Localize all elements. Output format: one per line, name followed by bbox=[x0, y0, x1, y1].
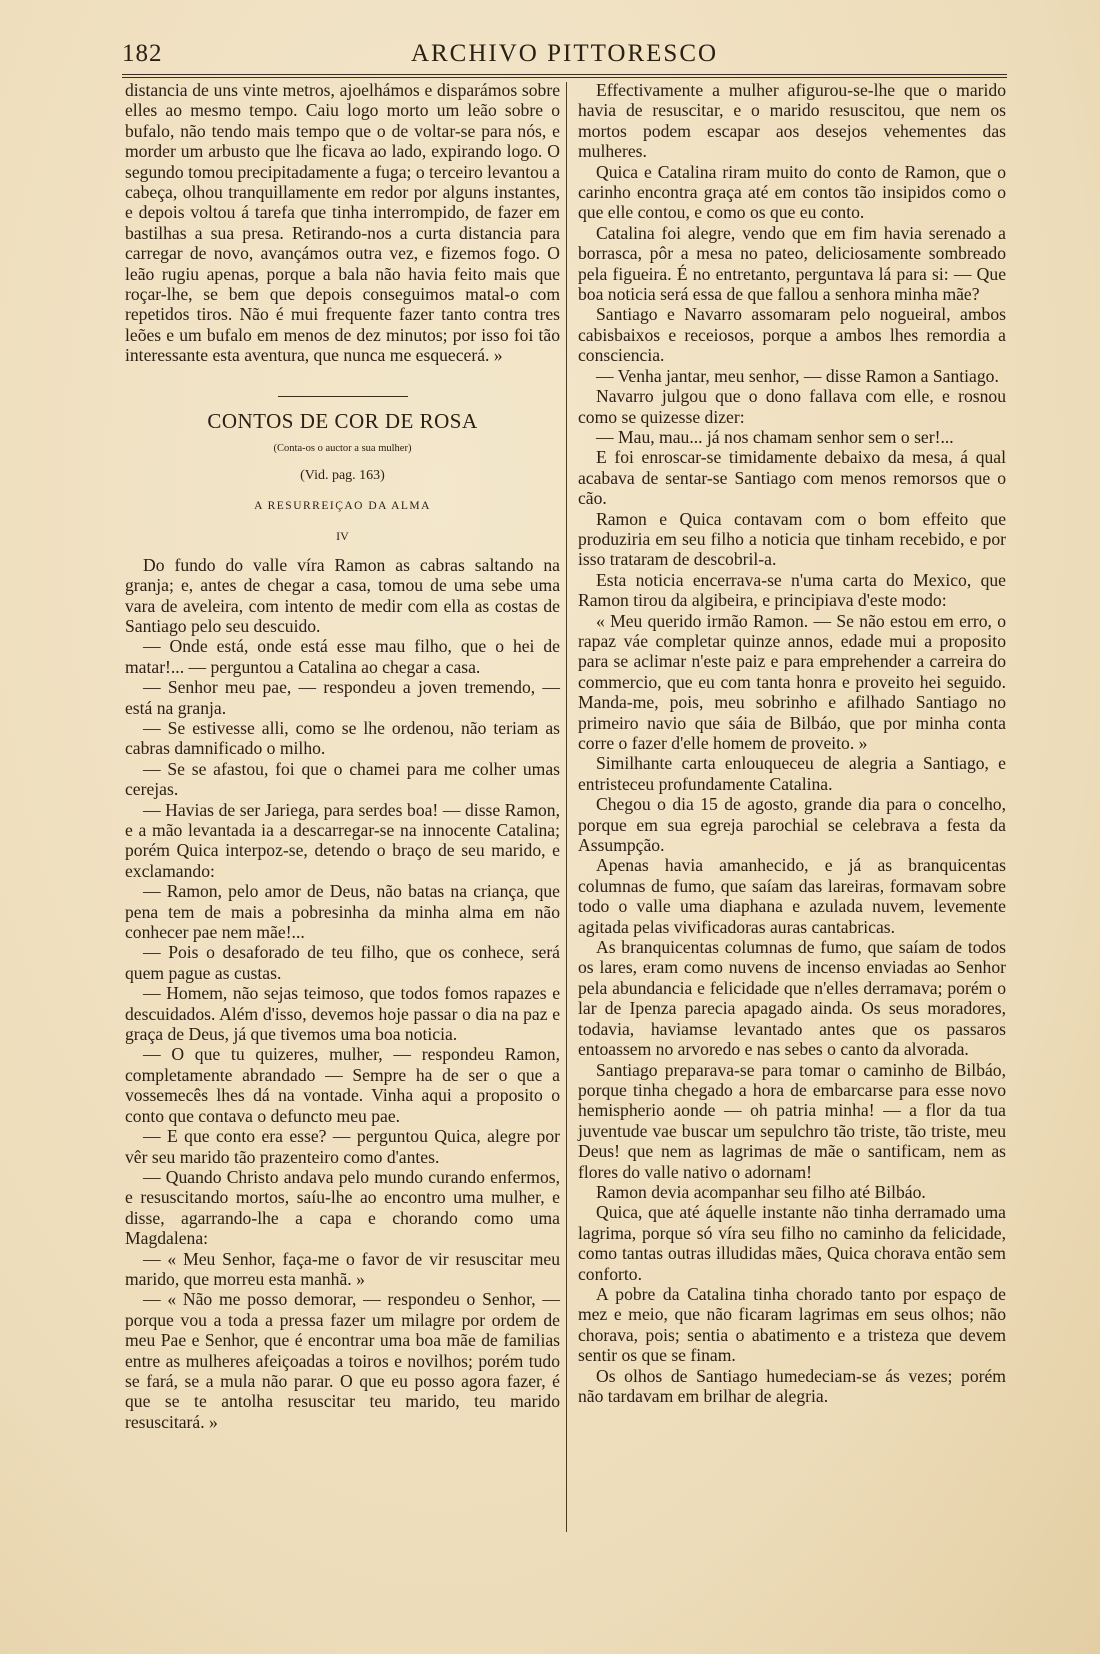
paragraph: — Homem, não sejas teimoso, que todos fomos rapazes e descuidados. Além d'isso, devemos hoje passar o dia na paz e graça de Deus, já que tivemos uma boa noticia. bbox=[125, 983, 560, 1045]
paragraph: — Se estivesse alli, como se lhe ordenou, não teriam as cabras damnificado o milho. bbox=[125, 717, 560, 759]
paragraph: Ramon e Quica contavam com o bom effeito que produziria em seu filho a noticia que tinham recebido, e por isso trataram de descobril-a. bbox=[578, 508, 1006, 570]
paragraph: — Onde está, onde está esse mau filho, que o hei de matar!... — perguntou a Catalina ao chegar a casa. bbox=[125, 636, 560, 677]
paragraph: Apenas havia amanhecido, e já as branquicentas columnas de fumo, que saíam das lareiras, formavam sobre todo o valle uma diaphana e azulada nuvem, levemente agitada pelas vivificadoras auras cantabricas. bbox=[578, 855, 1006, 937]
paragraph: Quica, que até áquelle instante não tinha derramado uma lagrima, porque só víra seu filho no caminho da felicidade, como tantas outras illudidas mães, Quica chorava então sem conforto. bbox=[578, 1202, 1006, 1284]
header-rule bbox=[122, 74, 1007, 78]
paragraph: Santiago e Navarro assomaram pelo nogueiral, ambos cabisbaixos e receiosos, porque a ambos lhes remordia a consciencia. bbox=[578, 304, 1006, 366]
paragraph: — Senhor meu pae, — respondeu a joven tremendo, — está na granja. bbox=[125, 677, 560, 718]
section-subtitle: (Conta-os o auctor a sua mulher) bbox=[273, 443, 412, 455]
paragraph: Os olhos de Santiago humedeciam-se ás vezes; porém não tardavam em brilhar de alegria. bbox=[578, 1365, 1006, 1406]
paragraph: — Quando Christo andava pelo mundo curando enfermos, e resuscitando mortos, saíu-lhe ao encontro uma mulher, e disse, agarrando-lhe a capa e chorando como uma Magdalena: bbox=[125, 1166, 560, 1249]
paragraph: Do fundo do valle víra Ramon as cabras saltando na granja; e, antes de chegar a casa, tomou de uma sebe uma vara de aveleira, com intento de medir com ella as costas de Santiago pelo seu descuido. bbox=[125, 554, 560, 636]
page-number: 182 bbox=[122, 40, 163, 67]
paragraph: Navarro julgou que o dono fallava com elle, e rosnou como se quizesse dizer: bbox=[578, 386, 1006, 427]
paragraph: — Venha jantar, meu senhor, — disse Ramon a Santiago. bbox=[596, 365, 999, 386]
paragraph: — Ramon, pelo amor de Deus, não batas na criança, que pena tem de mais a pobresinha da minha alma em não conhecer pae nem mãe!... bbox=[125, 881, 560, 943]
paragraph: Quica e Catalina riram muito do conto de Ramon, que o carinho encontra graça até em contos tão insipidos como o que elle contou, e como os que eu conto. bbox=[578, 161, 1006, 223]
page-header bbox=[122, 40, 1007, 74]
section-reference: (Vid. pag. 163) bbox=[300, 467, 385, 483]
paragraph: Catalina foi alegre, vendo que em fim havia serenado a borrasca, pôr a mesa no pateo, deliciosamente sombreado pela figueira. É no entretanto, perguntava lá para si: — Que boa noticia será essa de que fallou a senhora minha mãe? bbox=[578, 222, 1006, 305]
paragraph: distancia de uns vinte metros, ajoelhámos e disparámos sobre elles ao mesmo tempo. Caiu logo morto um leão sobre o bufalo, não tendo mais tempo que o de voltar-se para nós, e morder um arbusto que lhe ficava ao lado, expirando logo. O segundo tomou precipitadamente a fuga; o terceiro levantou a cabeça, olhou tranquillamente em redor por alguns instantes, e depois voltou á tarefa que tinha interrompido, de fazer em bastilhas a sua presa. Retirando-nos a curta distancia para carregar de novo, avançámos outra vez, e fizemos fogo. O leão rugiu apenas, porque a bala não havia feito mais que roçar-lhe, se bem que depois conseguimos matal-o com repetidos tiros. Não é mui frequente fazer tanto contra tres leões e um bufalo em menos de dez minutos; por isso foi tão interessante esta aventura, que nunca me esquecerá. » bbox=[125, 80, 560, 366]
paragraph: — Mau, mau... já nos chamam senhor sem o ser!... bbox=[596, 426, 954, 447]
paragraph: E foi enroscar-se timidamente debaixo da mesa, á qual acabava de sentar-se Santiago com menos remorsos que o cão. bbox=[578, 447, 1006, 509]
paragraph: — « Não me posso demorar, — respondeu o Senhor, — porque vou a toda a pressa fazer um milagre por ordem de meu Pae e Senhor, que é encontrar uma boa mãe de familias entre as mulheres afeiçoadas a toiros e novilhos; porém tudo se fará, se a mula não parar. O que eu posso agora fazer, é que se te antolha resuscitar teu marido, teu marido resuscitará. » bbox=[125, 1289, 560, 1432]
paragraph: Santiago preparava-se para tomar o caminho de Bilbáo, porque tinha chegado a hora de embarcarse para esse novo hemispherio aonde — oh patria minha! — a flor da tua juventude vae buscar um sepulchro tão triste, tão triste, meu Deus! que nem as lagrimas de mãe o santificam, nem as flores do valle nativo o adornam! bbox=[578, 1059, 1006, 1182]
paragraph: — Pois o desaforado de teu filho, que os conhece, será quem pague as custas. bbox=[125, 942, 560, 983]
column-divider bbox=[566, 82, 567, 1532]
paragraph: « Meu querido irmão Ramon. — Se não estou em erro, o rapaz váe completar quinze annos, edade mui a proposito para se aclimar n'este paiz e para emprehender a carreira do commercio, que eu com tanta honra e proveito hei seguido. Manda-me, pois, meu sobrinho e afilhado Santiago no primeiro navio que sáia de Bilbáo, que por minha conta corre o fazer d'elle homem de proveito. » bbox=[578, 610, 1006, 753]
paragraph: — Havias de ser Jariega, para serdes boa! — disse Ramon, e a mão levantada ia a descarregar-se na innocente Catalina; porém Quica interpoz-se, detendo o braço de seu marido, e exclamando: bbox=[125, 799, 560, 881]
left-column bbox=[125, 80, 560, 1432]
paragraph: — Se se afastou, foi que o chamei para me colher umas cerejas. bbox=[125, 758, 560, 800]
chapter-number: IV bbox=[336, 529, 349, 544]
paragraph: Chegou o dia 15 de agosto, grande dia para o concelho, porque em sua egreja parochial se celebrava a festa da Assumpção. bbox=[578, 794, 1006, 856]
running-head: ARCHIVO PITTORESCO bbox=[410, 40, 719, 67]
paragraph: Effectivamente a mulher afigurou-se-lhe que o marido havia de resuscitar, e o marido resuscitou, que nem os mortos podem escapar aos desejos vehementes das mulheres. bbox=[578, 80, 1006, 162]
paragraph: Similhante carta enlouqueceu de alegria a Santiago, e entristeceu profundamente Catalina. bbox=[578, 753, 1006, 794]
paragraph: As branquicentas columnas de fumo, que saíam de todos os lares, eram como nuvens de incenso enviadas ao Senhor pela abundancia e felicidade que n'elles derramava; porém o lar de Ipenza parecia apagado ainda. Os seus moradores, todavia, haviamse levantado antes que os passaros entoassem no arvoredo e nas sebes o canto da alvorada. bbox=[578, 937, 1006, 1060]
right-column bbox=[578, 80, 1006, 1406]
chapter-title: A RESURREIÇAO DA ALMA bbox=[254, 499, 431, 512]
paragraph: — O que tu quizeres, mulher, — respondeu Ramon, completamente abrandado — Sempre ha de ser o que a vossemecês lhes dá na vontade. Vinha aqui a proposito o conto que contava o defuncto meu pae. bbox=[125, 1044, 560, 1126]
section-separator bbox=[278, 396, 408, 397]
paragraph: — E que conto era esse? — perguntou Quica, alegre por vêr seu marido tão prazenteiro como d'antes. bbox=[125, 1126, 560, 1167]
paragraph: Ramon devia acompanhar seu filho até Bilbáo. bbox=[596, 1181, 926, 1202]
paragraph: — « Meu Senhor, faça-me o favor de vir resuscitar meu marido, que morreu esta manhã. » bbox=[125, 1248, 560, 1289]
section-title: CONTOS DE COR DE ROSA bbox=[207, 408, 478, 433]
paragraph: Esta noticia encerrava-se n'uma carta do Mexico, que Ramon tirou da algibeira, e principiava d'este modo: bbox=[578, 569, 1006, 611]
paragraph: A pobre da Catalina tinha chorado tanto por espaço de mez e meio, que não ficaram lagrimas em seus olhos; não chorava, pois; sentia o abatimento e a tristeza que devem sentir os que se finam. bbox=[578, 1283, 1006, 1366]
